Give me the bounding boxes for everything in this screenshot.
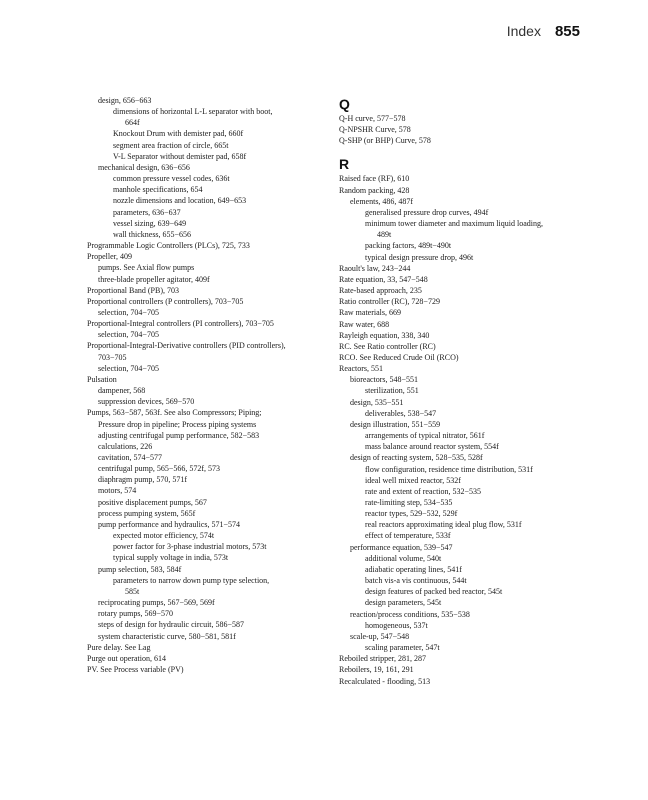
index-entry: diaphragm pump, 570, 571f xyxy=(98,475,188,485)
index-entry: Pressure drop in pipeline; Process piping systems xyxy=(98,419,257,429)
index-entry: 489t xyxy=(377,230,392,240)
index-entry: effect of temperature, 533f xyxy=(365,531,451,541)
index-entry: centrifugal pump, 565−566, 572f, 573 xyxy=(98,464,221,474)
index-entry: selection, 704−705 xyxy=(98,363,159,373)
index-entry: design illustration, 551−559 xyxy=(350,419,441,429)
index-entry: performance equation, 539−547 xyxy=(350,542,453,552)
index-entry: Q-NPSHR Curve, 578 xyxy=(339,125,411,135)
index-entry: 585t xyxy=(125,586,140,596)
index-entry: design parameters, 545t xyxy=(365,598,442,608)
index-entry: rate-limiting step, 534−535 xyxy=(365,498,453,507)
index-entry: Propeller, 409 xyxy=(87,252,133,262)
index-entry: reciprocating pumps, 567−569, 569f xyxy=(98,598,215,608)
index-entry: Purge out operation, 614 xyxy=(87,653,166,663)
index-entry: steps of design for hydraulic circuit, 586−587 xyxy=(98,620,245,630)
index-entry: Rate-based approach, 235 xyxy=(339,286,422,296)
index-entry: Proportional-Integral-Derivative controllers (PID controllers), xyxy=(87,341,286,351)
index-entry: real reactors approximating ideal plug flow, 531f xyxy=(365,520,522,530)
right-column xyxy=(339,95,579,687)
index-entry: typical design pressure drop, 496t xyxy=(365,252,474,262)
index-entry: expected motor efficiency, 574t xyxy=(113,531,215,541)
index-entry: scaling parameter, 547t xyxy=(365,643,440,653)
index-entry: scale-up, 547−548 xyxy=(350,631,410,641)
index-entry: parameters, 636−637 xyxy=(113,207,181,217)
index-entry: Raw water, 688 xyxy=(339,319,390,329)
index-entry: Reboilers, 19, 161, 291 xyxy=(339,665,414,675)
index-entry: pumps. See Axial flow pumps xyxy=(98,263,195,273)
index-entry: 664f xyxy=(125,118,140,128)
index-entry: deliverables, 538−547 xyxy=(365,408,437,418)
index-entry: reactor types, 529−532, 529f xyxy=(365,509,458,519)
index-entry: mass balance around reactor system, 554f xyxy=(365,442,499,452)
index-entry: wall thickness, 655−656 xyxy=(113,229,192,239)
index-entry: pump performance and hydraulics, 571−574 xyxy=(98,519,241,529)
left-column xyxy=(87,95,322,675)
index-entry: Raoult's law, 243−244 xyxy=(339,263,411,273)
index-entry: Q-SHP (or BHP) Curve, 578 xyxy=(339,136,431,146)
section-letter: Q xyxy=(339,96,350,112)
index-entry: RCO. See Reduced Crude Oil (RCO) xyxy=(339,352,459,362)
index-entry: sterilization, 551 xyxy=(365,386,419,396)
index-entry: process pumping system, 565f xyxy=(98,508,196,518)
index-entry: Rate equation, 33, 547−548 xyxy=(339,274,428,284)
index-entry: suppression devices, 569−570 xyxy=(98,397,195,407)
section-letter: R xyxy=(339,156,350,173)
index-entry: Proportional-Integral controllers (PI controllers), 703−705 xyxy=(87,319,274,329)
index-entry: batch vis-a vis continuous, 544t xyxy=(365,576,467,586)
index-entry: RC. See Ratio controller (RC) xyxy=(339,341,436,351)
index-entry: flow configuration, residence time distribution, 531f xyxy=(365,464,533,474)
index-entry: Programmable Logic Controllers (PLCs), 725, 733 xyxy=(87,241,250,251)
index-entry: system characteristic curve, 580−581, 581f xyxy=(98,631,236,641)
index-entry: Reactors, 551 xyxy=(339,364,383,374)
index-entry: three-blade propeller agitator, 409f xyxy=(98,274,210,284)
index-heading: Index xyxy=(506,23,541,39)
index-entry: calculations, 226 xyxy=(98,441,153,451)
index-entry: mechanical design, 636−656 xyxy=(98,162,190,172)
index-entry: additional volume, 540t xyxy=(365,553,442,563)
index-entry: Ratio controller (RC), 728−729 xyxy=(339,297,440,307)
index-entry: Pumps, 563−587, 563f. See also Compressors; Piping; xyxy=(87,408,262,418)
index-entry: design, 656−663 xyxy=(98,96,152,105)
index-entry: minimum tower diameter and maximum liquid loading, xyxy=(365,219,543,229)
index-entry: parameters to narrow down pump type selection, xyxy=(113,575,270,585)
index-entry: Rayleigh equation, 338, 340 xyxy=(339,330,430,340)
index-entry: homogeneous, 537t xyxy=(365,620,428,630)
page-header xyxy=(507,23,580,40)
index-entry: adjusting centrifugal pump performance, 582−583 xyxy=(98,430,260,440)
index-entry: Pure delay. See Lag xyxy=(87,642,151,652)
index-entry: vessel sizing, 639−649 xyxy=(113,218,187,228)
index-entry: bioreactors, 548−551 xyxy=(350,375,419,385)
index-entry: pump selection, 583, 584f xyxy=(98,564,182,574)
index-entry: rate and extent of reaction, 532−535 xyxy=(365,486,482,496)
index-entry: Q-H curve, 577−578 xyxy=(339,114,406,123)
index-entry: V-L Separator without demister pad, 658f xyxy=(113,151,247,161)
index-entry: Raw materials, 669 xyxy=(339,308,401,318)
index-entry: cavitation, 574−577 xyxy=(98,453,163,462)
index-entry: Proportional controllers (P controllers), 703−705 xyxy=(87,296,244,306)
index-entry: Pulsation xyxy=(87,374,117,384)
index-entry: selection, 704−705 xyxy=(98,330,159,340)
index-entry: arrangements of typical nitrator, 561f xyxy=(365,431,485,441)
index-entry: nozzle dimensions and location, 649−653 xyxy=(113,196,247,206)
index-entry: packing factors, 489t−490t xyxy=(365,241,452,251)
index-entry: segment area fraction of circle, 665t xyxy=(113,140,229,150)
index-entry: reaction/process conditions, 535−538 xyxy=(350,609,470,619)
index-entry: selection, 704−705 xyxy=(98,307,159,317)
index-entry: adiabatic operating lines, 541f xyxy=(365,564,462,574)
index-entry: dimensions of horizontal L-L separator with boot, xyxy=(113,107,273,117)
index-entry: 703−705 xyxy=(98,352,127,362)
index-entry: Random packing, 428 xyxy=(339,185,410,195)
page-number: 855 xyxy=(554,23,580,40)
index-entry: design of reacting system, 528−535, 528f xyxy=(350,453,483,463)
index-entry: common pressure vessel codes, 636t xyxy=(113,174,230,184)
index-entry: typical supply voltage in india, 573t xyxy=(113,553,229,563)
index-entry: positive displacement pumps, 567 xyxy=(98,497,207,507)
index-entry: design features of packed bed reactor, 545t xyxy=(365,587,503,597)
index-entry: motors, 574 xyxy=(98,486,137,496)
index-entry: Proportional Band (PB), 703 xyxy=(87,285,179,295)
index-entry: Recalculated - flooding, 513 xyxy=(339,676,431,686)
index-entry: PV. See Process variable (PV) xyxy=(87,664,184,674)
index-entry: power factor for 3-phase industrial motors, 573t xyxy=(113,542,267,552)
index-entry: generalised pressure drop curves, 494f xyxy=(365,207,489,217)
index-entry: Reboiled stripper, 281, 287 xyxy=(339,654,426,664)
index-entry: Raised face (RF), 610 xyxy=(339,174,410,184)
index-entry: dampener, 568 xyxy=(98,386,146,396)
index-entry: elements, 486, 487f xyxy=(350,196,414,206)
index-entry: manhole specifications, 654 xyxy=(113,185,203,195)
index-entry: rotary pumps, 569−570 xyxy=(98,609,173,619)
index-entry: ideal well mixed reactor, 532f xyxy=(365,475,461,485)
index-entry: design, 535−551 xyxy=(350,397,404,407)
index-entry: Knockout Drum with demister pad, 660f xyxy=(113,129,244,139)
